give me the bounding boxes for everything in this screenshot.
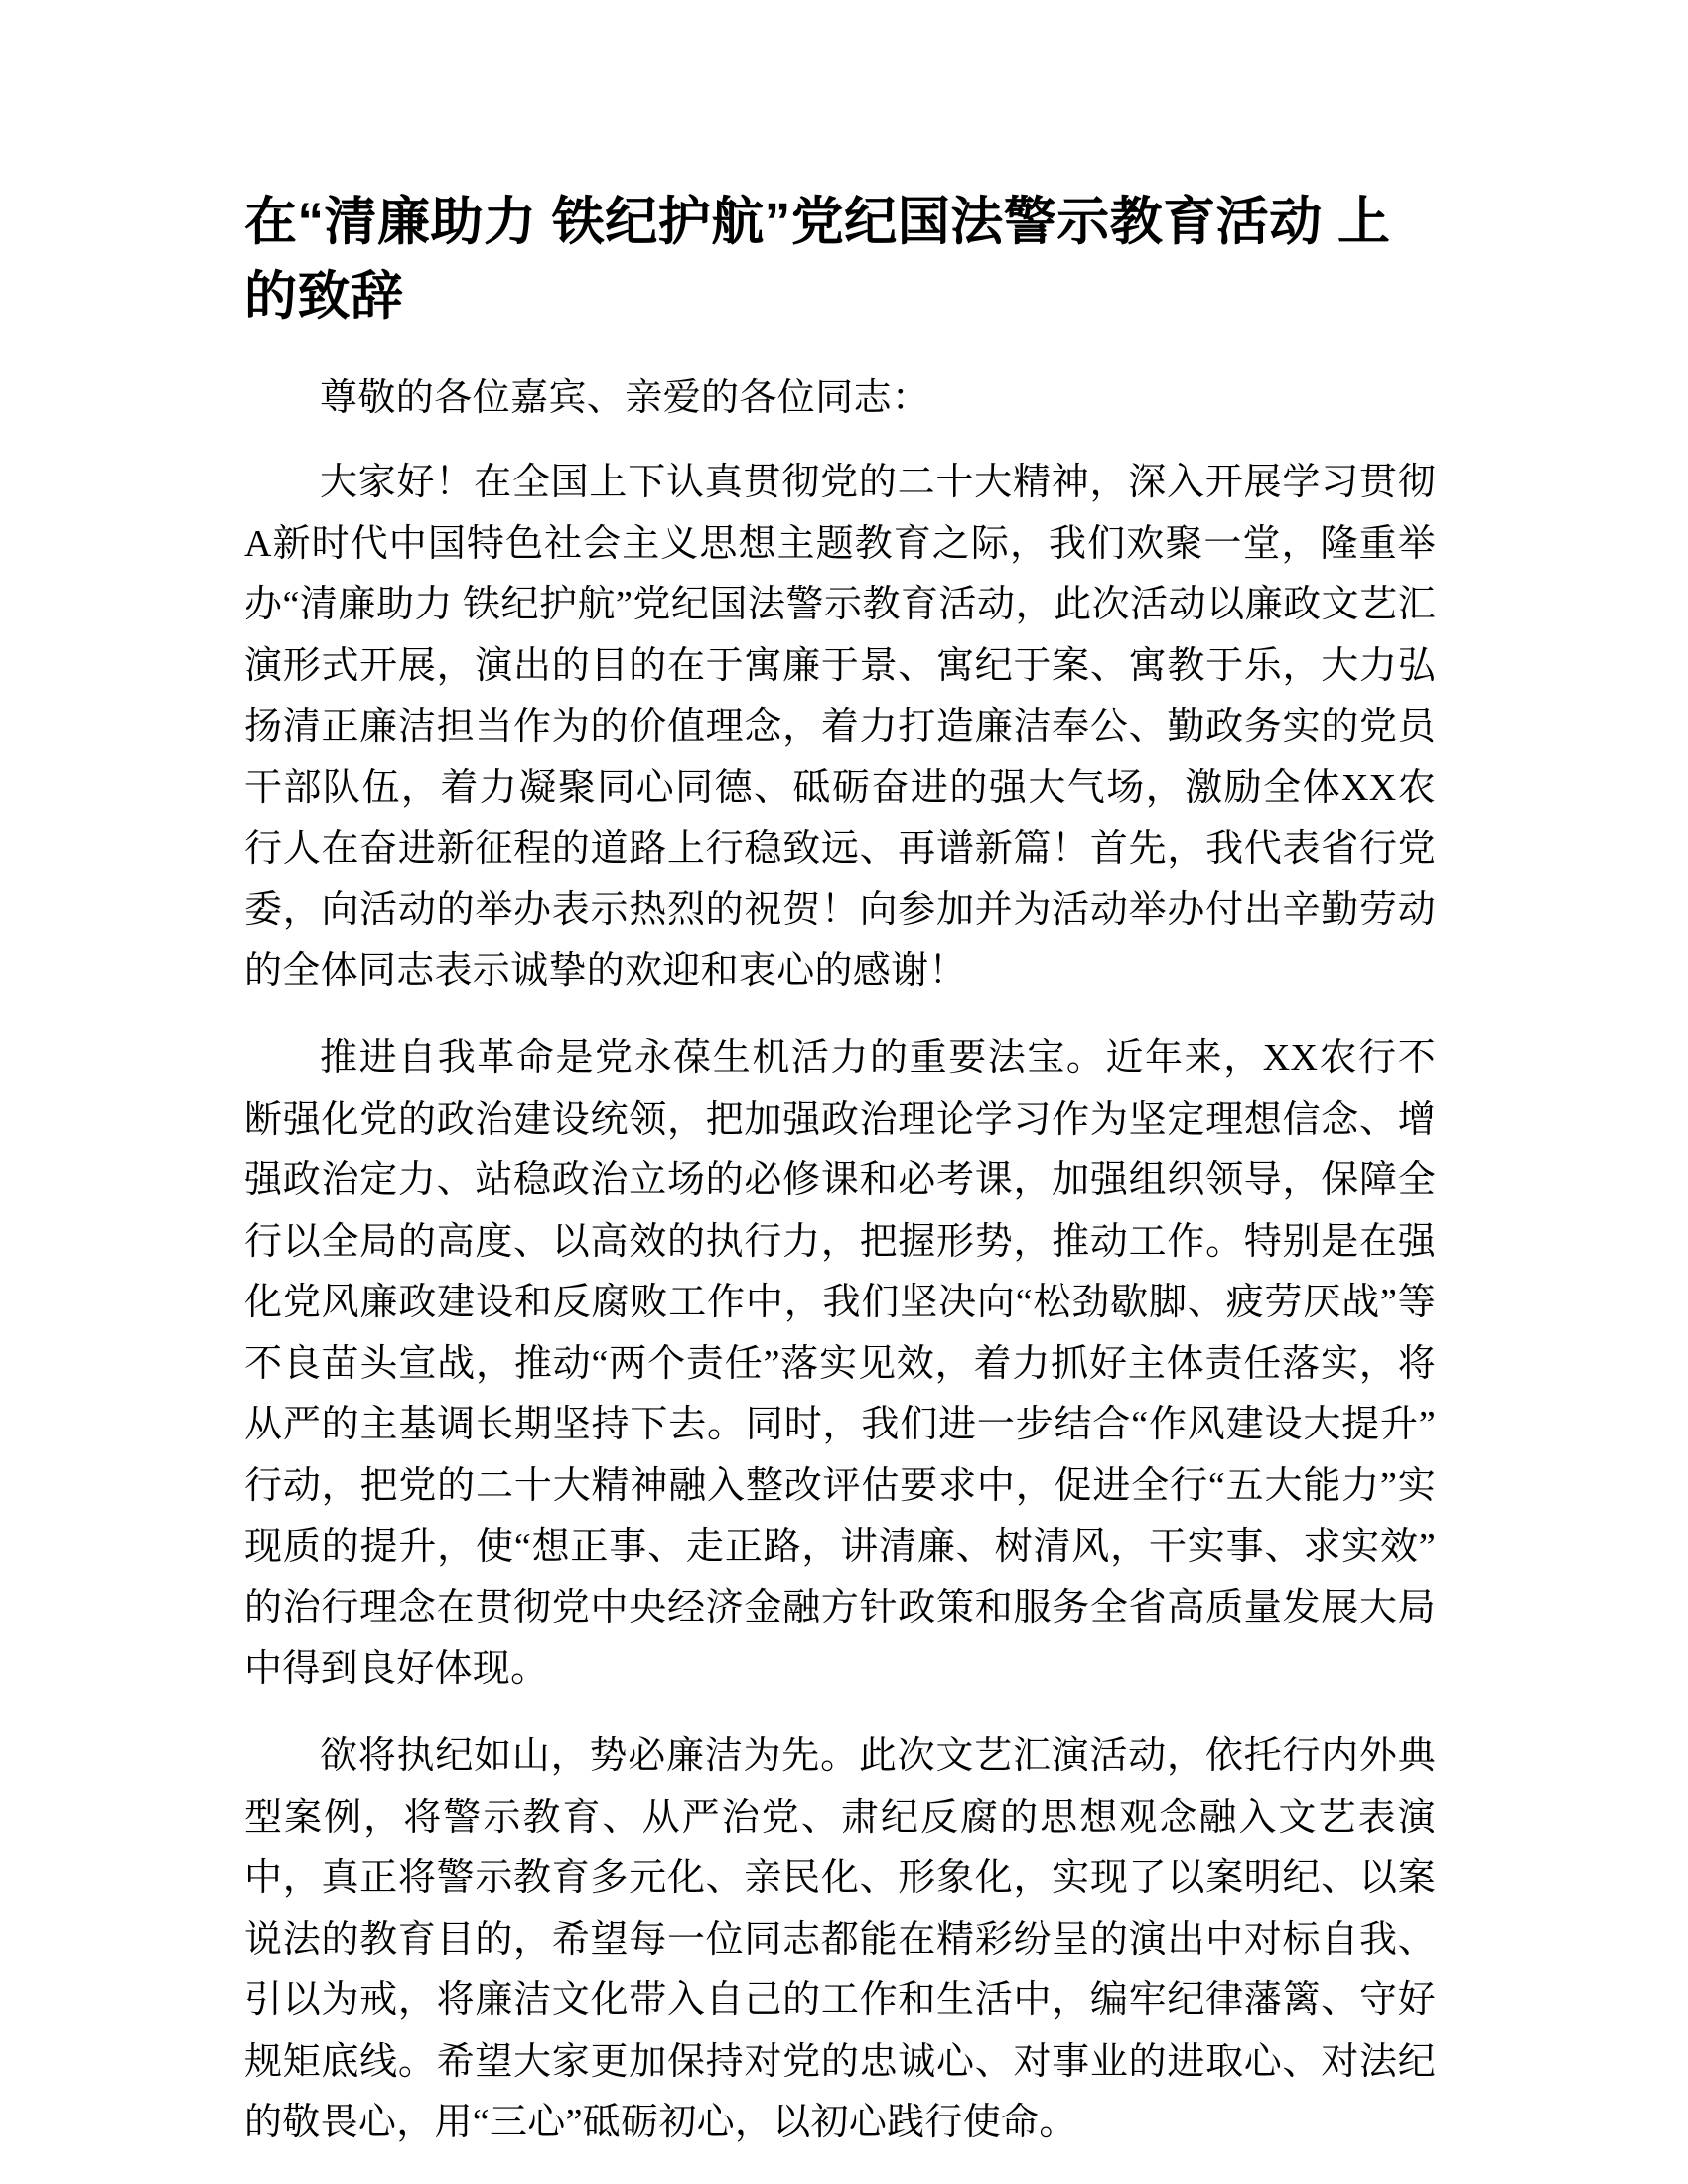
body-paragraph-2: 推进自我革命是党永葆生机活力的重要法宝。近年来，XX农行不断强化党的政治建设统领，把加强政治理论学习作为坚定理想信念、增强政治定力、站稳政治立场的必修课和必考课，加强组织领导，保障全行以全局的高度、以高效的执行力，把握形势，推动工作。特别是在强化党风廉政建设和反腐败工作中，我们坚决向“松劲歇脚、疲劳厌战”等不良苗头宣战，推动“两个责任”落实见效，着力抓好主体责任落实，将从严的主基调长期坚持下去。同时，我们进一步结合“作风建设大提升”行动，把党的二十大精神融入整改评估要求中，促进全行“五大能力”实现质的提升，使“想正事、走正路，讲清廉、树清风，干实事、求实效”的治行理念在贯彻党中央经济金融方针政策和服务全省高质量发展大局中得到良好体现。 — [244, 1036, 1436, 1691]
body-paragraph-3: 欲将执纪如山，势必廉洁为先。此次文艺汇演活动，依托行内外典型案例，将警示教育、从严治党、肃纪反腐的思想观念融入文艺表演中，真正将警示教育多元化、亲民化、形象化，实现了以案明纪、以案说法的教育目的，希望每一位同志都能在精彩纷呈的演出中对标自我、引以为戒，将廉洁文化带入自己的工作和生活中，编牢纪律藩篱、守好规矩底线。希望大家更加保持对党的忠诚心、对事业的进取心、对法纪的敬畏心，用“三心”砥砺初心，以初心践行使命。 — [244, 1734, 1436, 2144]
body-paragraph-1: 大家好！在全国上下认真贯彻党的二十大精神，深入开展学习贯彻A新时代中国特色社会主义思想主题教育之际，我们欢聚一堂，隆重举办“清廉助力 铁纪护航”党纪国法警示教育活动，此次活动以廉政文艺汇演形式开展，演出的目的在于寓廉于景、寓纪于案、寓教于乐，大力弘扬清正廉洁担当作为的价值理念，着力打造廉洁奉公、勤政务实的党员干部队伍，着力凝聚同心同德、砥砺奋进的强大气场，激励全体XX农行人在奋进新征程的道路上行稳致远、再谱新篇！首先，我代表省行党委，向活动的举办表示热烈的祝贺！向参加并为活动举办付出辛勤劳动的全体同志表示诚挚的欢迎和衷心的感谢！ — [244, 462, 1436, 993]
title-line-2: 上的致辞 — [244, 193, 1391, 327]
title-line-1: 在“清廉助力 铁纪护航”党纪国法警示教育活动 — [244, 193, 1323, 251]
salutation: 尊敬的各位嘉宾、亲爱的各位同志： — [320, 376, 930, 419]
page-title — [244, 185, 1436, 335]
